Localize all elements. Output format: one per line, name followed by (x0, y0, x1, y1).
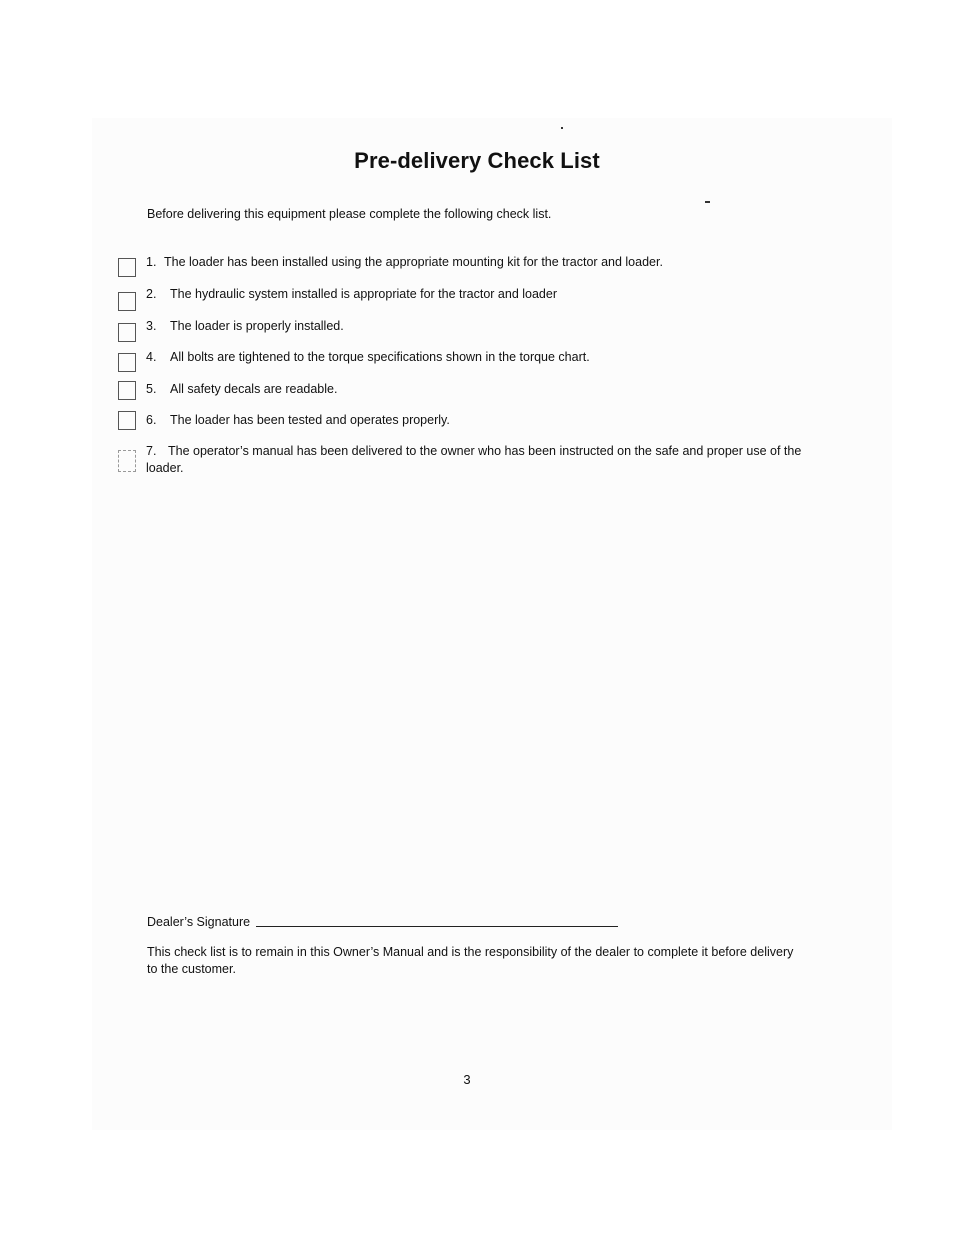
checklist-item-1 (146, 255, 663, 269)
item-text: The hydraulic system installed is appropriate for the tractor and loader (170, 287, 557, 301)
checklist-item-7 (146, 443, 811, 477)
checkbox-item-7[interactable] (118, 450, 136, 472)
scan-speck (561, 127, 563, 129)
item-text: All safety decals are readable. (170, 382, 338, 396)
item-number: 2. (146, 287, 157, 301)
item-text: All bolts are tightened to the torque specifications shown in the torque chart. (170, 350, 590, 364)
item-text: The loader has been installed using the appropriate mounting kit for the tractor and loader. (164, 255, 663, 269)
item-number: 4. (146, 350, 157, 364)
item-text: The operator’s manual has been delivered to the owner who has been instructed on the safe and proper use of the loader. (146, 444, 802, 475)
item-number: 7. (146, 444, 157, 458)
item-text: The loader has been tested and operates properly. (170, 413, 450, 427)
checkbox-item-6[interactable] (118, 411, 136, 430)
checkbox-item-5[interactable] (118, 381, 136, 400)
item-number: 1. (146, 255, 157, 269)
checkbox-item-3[interactable] (118, 323, 136, 342)
item-number: 3. (146, 319, 157, 333)
signature-label: Dealer’s Signature (147, 915, 251, 929)
checklist-item-5 (146, 382, 337, 396)
signature-line[interactable] (256, 926, 618, 927)
checklist-item-6 (146, 413, 450, 427)
checkbox-item-4[interactable] (118, 353, 136, 372)
intro-text: Before delivering this equipment please complete the following check list. (147, 207, 552, 221)
checklist-item-3 (146, 319, 344, 333)
item-number: 6. (146, 413, 157, 427)
checklist-item-4 (146, 350, 590, 364)
scan-speck (705, 201, 710, 203)
checklist-item-2 (146, 287, 557, 301)
item-number: 5. (146, 382, 157, 396)
checkbox-item-1[interactable] (118, 258, 136, 277)
page-background (92, 118, 892, 1130)
page-title: Pre-delivery Check List (354, 148, 600, 173)
item-text: The loader is properly installed. (170, 319, 344, 333)
page-number: 3 (463, 1072, 471, 1087)
footer-note: This check list is to remain in this Owner’s Manual and is the responsibility of the dealer to complete it before delivery to the customer. (147, 945, 794, 976)
checkbox-item-2[interactable] (118, 292, 136, 311)
